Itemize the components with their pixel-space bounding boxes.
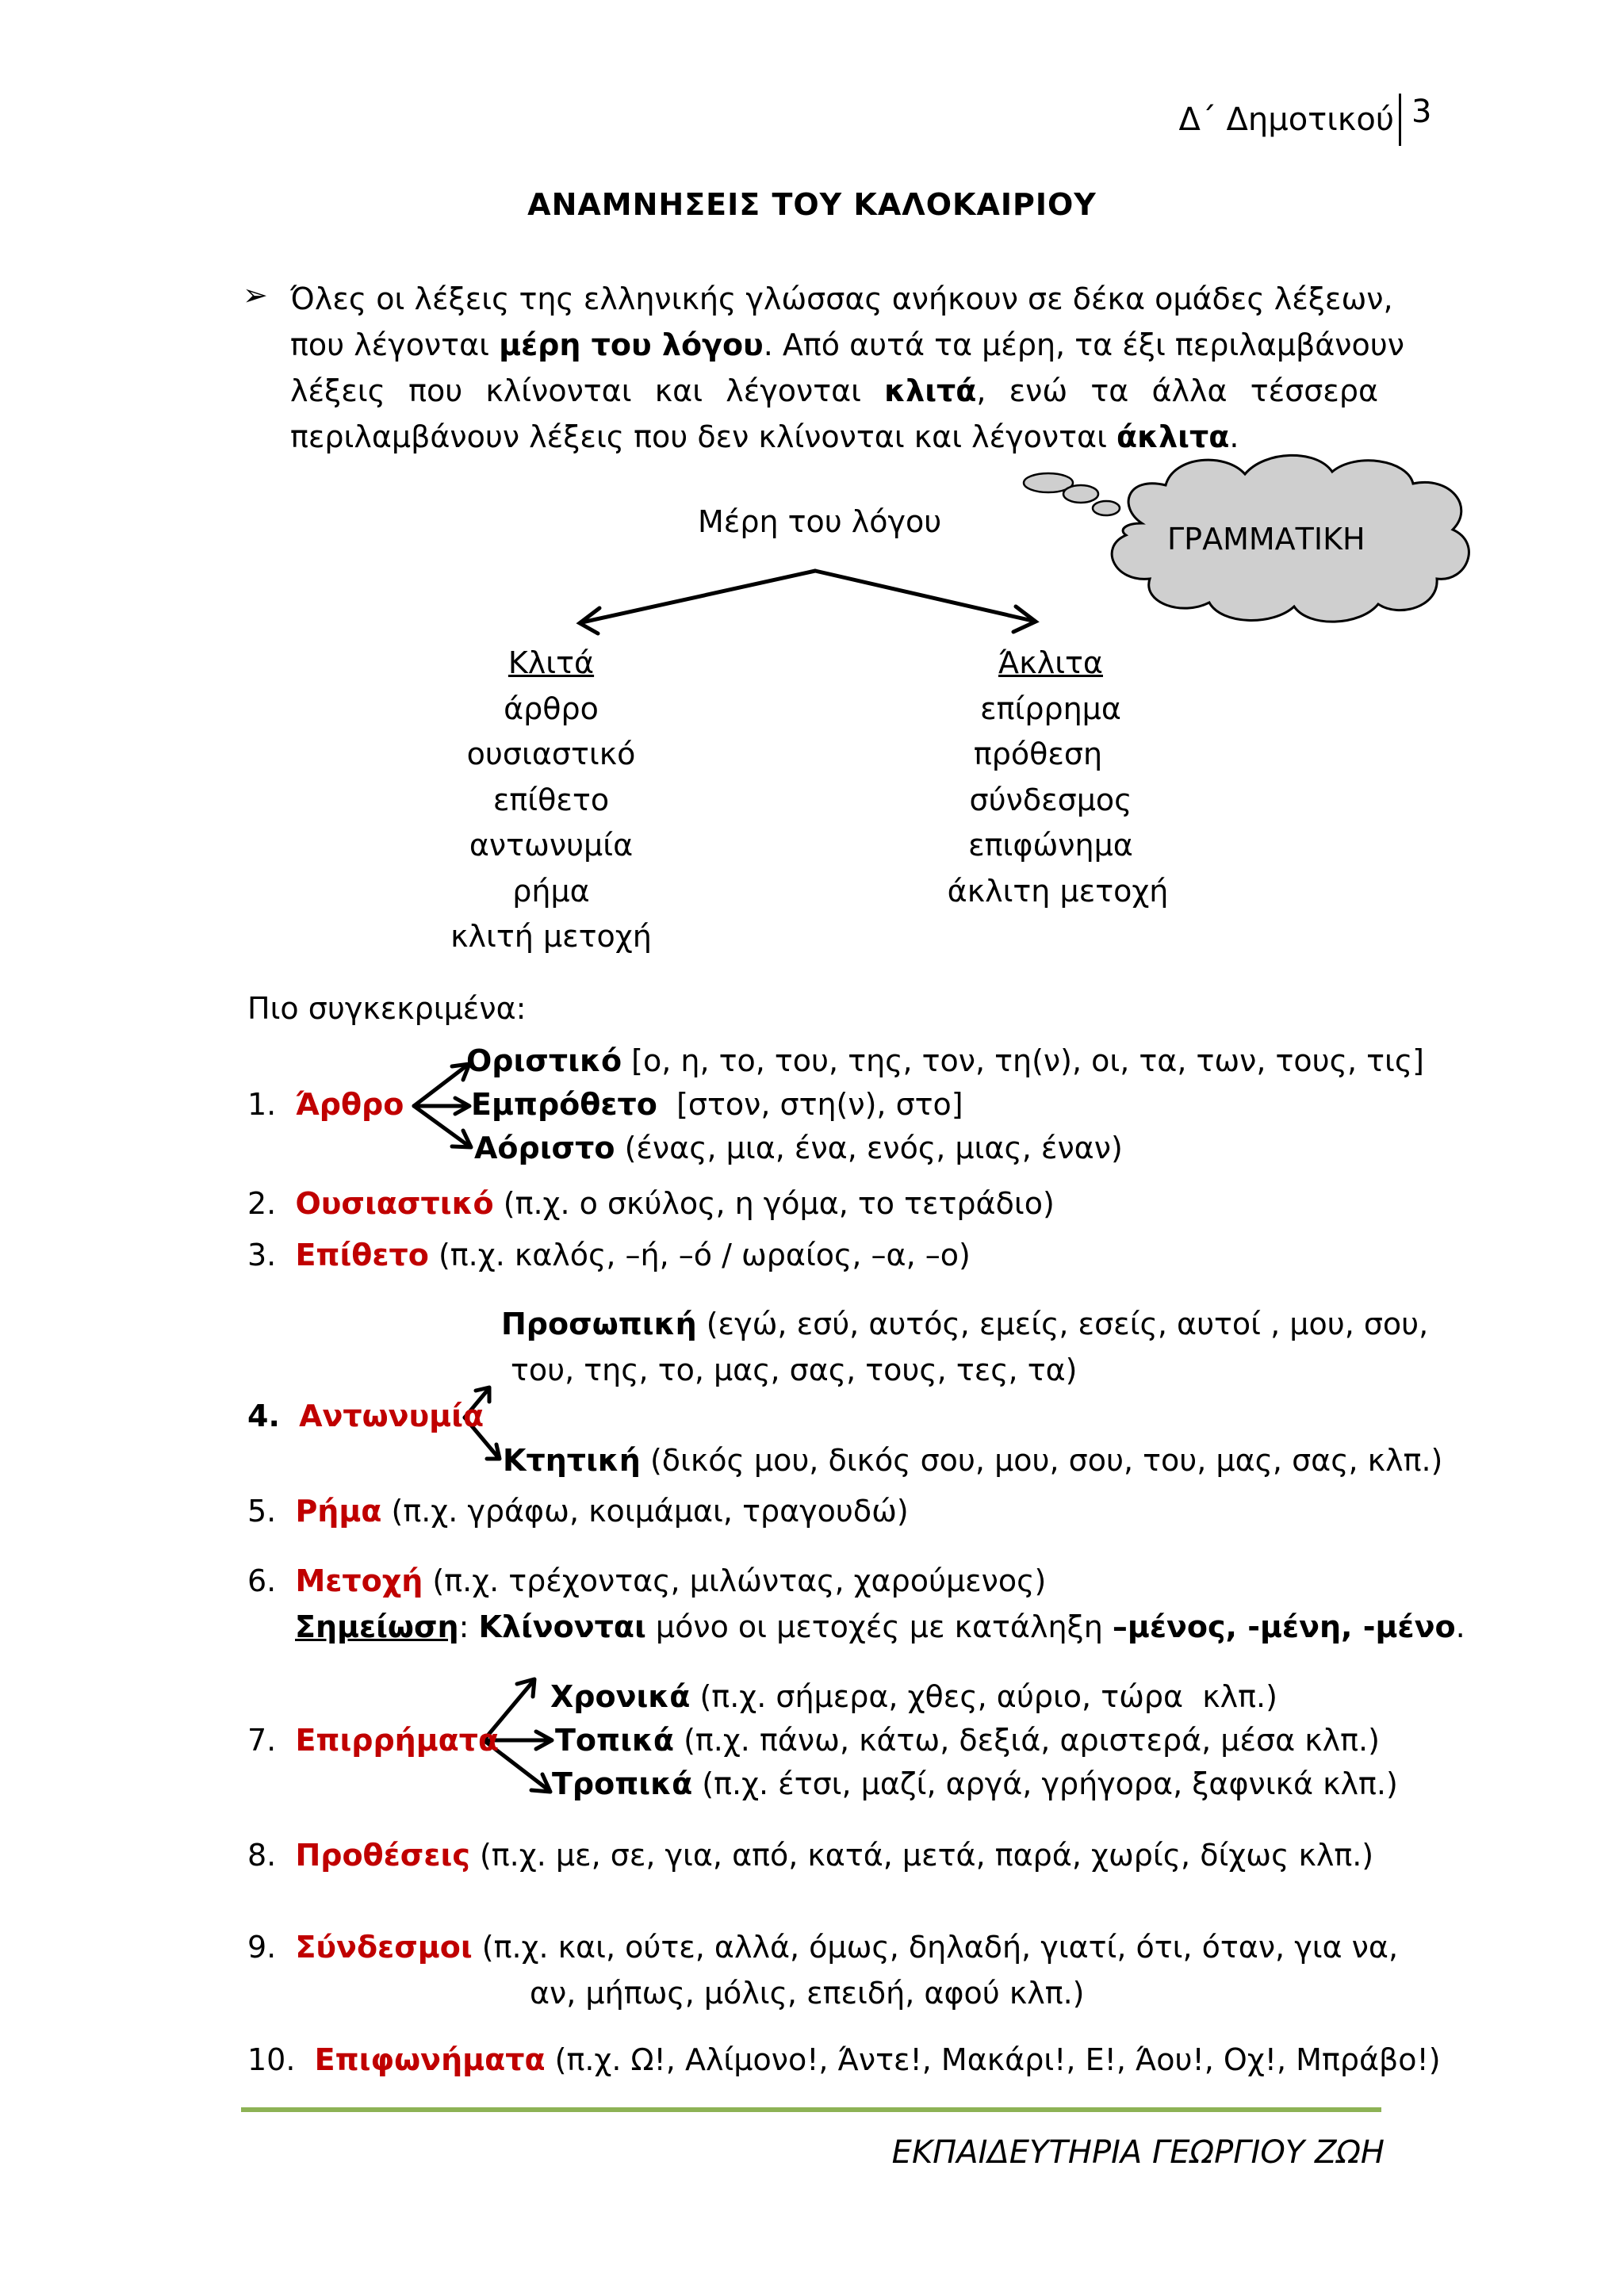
footer-divider [241,2107,1381,2112]
klita-heading: Κλιτά [508,645,595,680]
aklita-item: πρόθεση [973,737,1103,771]
klita-item: ουσιαστικό [466,737,636,771]
page-number: 3 [1411,94,1432,130]
metochi-note: Σημείωση: Κλίνονται μόνο οι μετοχές με κατάληξη –μένος, -μένη, -μένο. [295,1609,1465,1644]
aklita-column [928,641,1174,914]
term-aklita: άκλιτα [1116,419,1230,454]
list-item-5: 5. Ρήμα (π.χ. γράφω, κοιμάμαι, τραγουδώ) [247,1494,909,1529]
antonymia-prosopiki: Προσωπική (εγώ, εσύ, αυτός, εμείς, εσείς, αυτοί , μου, σου, [501,1307,1429,1341]
epirrimata-topika: Τοπικά (π.χ. πάνω, κάτω, δεξιά, αριστερά, μέσα κλπ.) [555,1723,1380,1758]
cloud-icon [1024,473,1120,515]
intro-line: λέξεις που κλίνονται και λέγονται κλιτά, ενώ τα άλλα τέσσερα [290,373,1378,408]
aklita-item: άκλιτη μετοχή [947,873,1169,909]
epirrimata-tropika: Τροπικά (π.χ. έτσι, μαζί, αργά, γρήγορα, ξαφνικά κλπ.) [552,1766,1398,1801]
page-title: ΑΝΑΜΝΗΣΕΙΣ ΤΟΥ ΚΑΛΟΚΑΙΡΙΟΥ [527,187,1097,222]
specifics-label: Πιο συγκεκριμένα: [247,991,527,1026]
cloud-label: ΓΡΑΜΜΑΤΙΚΗ [1167,522,1365,557]
list-item-9: 9. Σύνδεσμοι (π.χ. και, ούτε, αλλά, όμως, δηλαδή, γιατί, ότι, όταν, για να, [247,1930,1399,1965]
arthro-aoristo: Αόριστο (ένας, μια, ένα, ενός, μιας, έναν) [474,1131,1123,1165]
list-item-2: 2. Ουσιαστικό (π.χ. ο σκύλος, η γόμα, το τετράδιο) [247,1186,1055,1221]
klita-column [428,641,674,960]
klita-item: άρθρο [504,691,599,726]
klita-item: επίθετο [492,782,610,817]
epirrimata-chronika: Χρονικά (π.χ. σήμερα, χθες, αύριο, τώρα κλπ.) [550,1679,1277,1714]
list-item-7: 7. Επιρρήματα [247,1723,500,1758]
aklita-item: επιφώνημα [968,828,1133,863]
arthro-branch-arrows [414,1064,471,1147]
intro-line: Όλες οι λέξεις της ελληνικής γλώσσας ανήκουν σε δέκα ομάδες λέξεων, [290,281,1393,316]
list-item-1: 1. Άρθρο [247,1087,404,1122]
list-item-10: 10. Επιφωνήματα (π.χ. Ω!, Αλίμονο!, Άντε!, Μακάρι!, Ε!, Άου!, Οχ!, Μπράβο!) [247,2042,1441,2077]
aklita-item: επίρρημα [980,691,1121,726]
header-grade: Δ΄ Δημοτικού [1178,101,1394,138]
diagram-arrows [580,571,1036,633]
arthro-oristiko: Οριστικό [ο, η, το, του, της, τον, τη(ν), οι, τα, των, τους, τις] [466,1043,1424,1078]
antonymia-prosopiki-cont: του, της, το, μας, σας, τους, τες, τα) [511,1353,1078,1387]
arrow-bullet-icon: ➢ [243,277,268,312]
klita-item: αντωνυμία [469,828,634,863]
term-klita: κλιτά [884,373,977,408]
list-item-4: 4. Αντωνυμία [247,1399,485,1433]
arthro-emprotheto: Εμπρόθετο [στον, στη(ν), στο] [471,1087,963,1122]
aklita-item: σύνδεσμος [969,782,1132,817]
list-item-9-cont: αν, μήπως, μόλις, επειδή, αφού κλπ.) [530,1976,1085,2011]
term-meri-logou: μέρη του λόγου [499,327,764,362]
list-item-8: 8. Προθέσεις (π.χ. με, σε, για, από, κατά, μετά, παρά, χωρίς, δίχως κλπ.) [247,1838,1374,1873]
diagram-root: Μέρη του λόγου [698,504,942,539]
intro-line: που λέγονται μέρη του λόγου. Από αυτά τα μέρη, τα έξι περιλαμβάνουν [290,327,1404,362]
footer-school: ΕΚΠΑΙΔΕΥΤΗΡΙΑ ΓΕΩΡΓΙΟΥ ΖΩΗ [891,2134,1385,2171]
intro-line: περιλαμβάνουν λέξεις που δεν κλίνονται και λέγονται άκλιτα. [290,419,1239,454]
list-item-6: 6. Μετοχή (π.χ. τρέχοντας, μιλώντας, χαρούμενος) [247,1563,1047,1598]
aklita-heading: Άκλιτα [998,645,1103,680]
list-item-3: 3. Επίθετο (π.χ. καλός, –ή, –ό / ωραίος, –α, –ο) [247,1238,971,1272]
klita-item: κλιτή μετοχή [450,919,652,954]
klita-item: ρήμα [512,873,590,909]
antonymia-ktitiki: Κτητική (δικός μου, δικός σου, μου, σου, του, μας, σας, κλπ.) [503,1443,1443,1478]
